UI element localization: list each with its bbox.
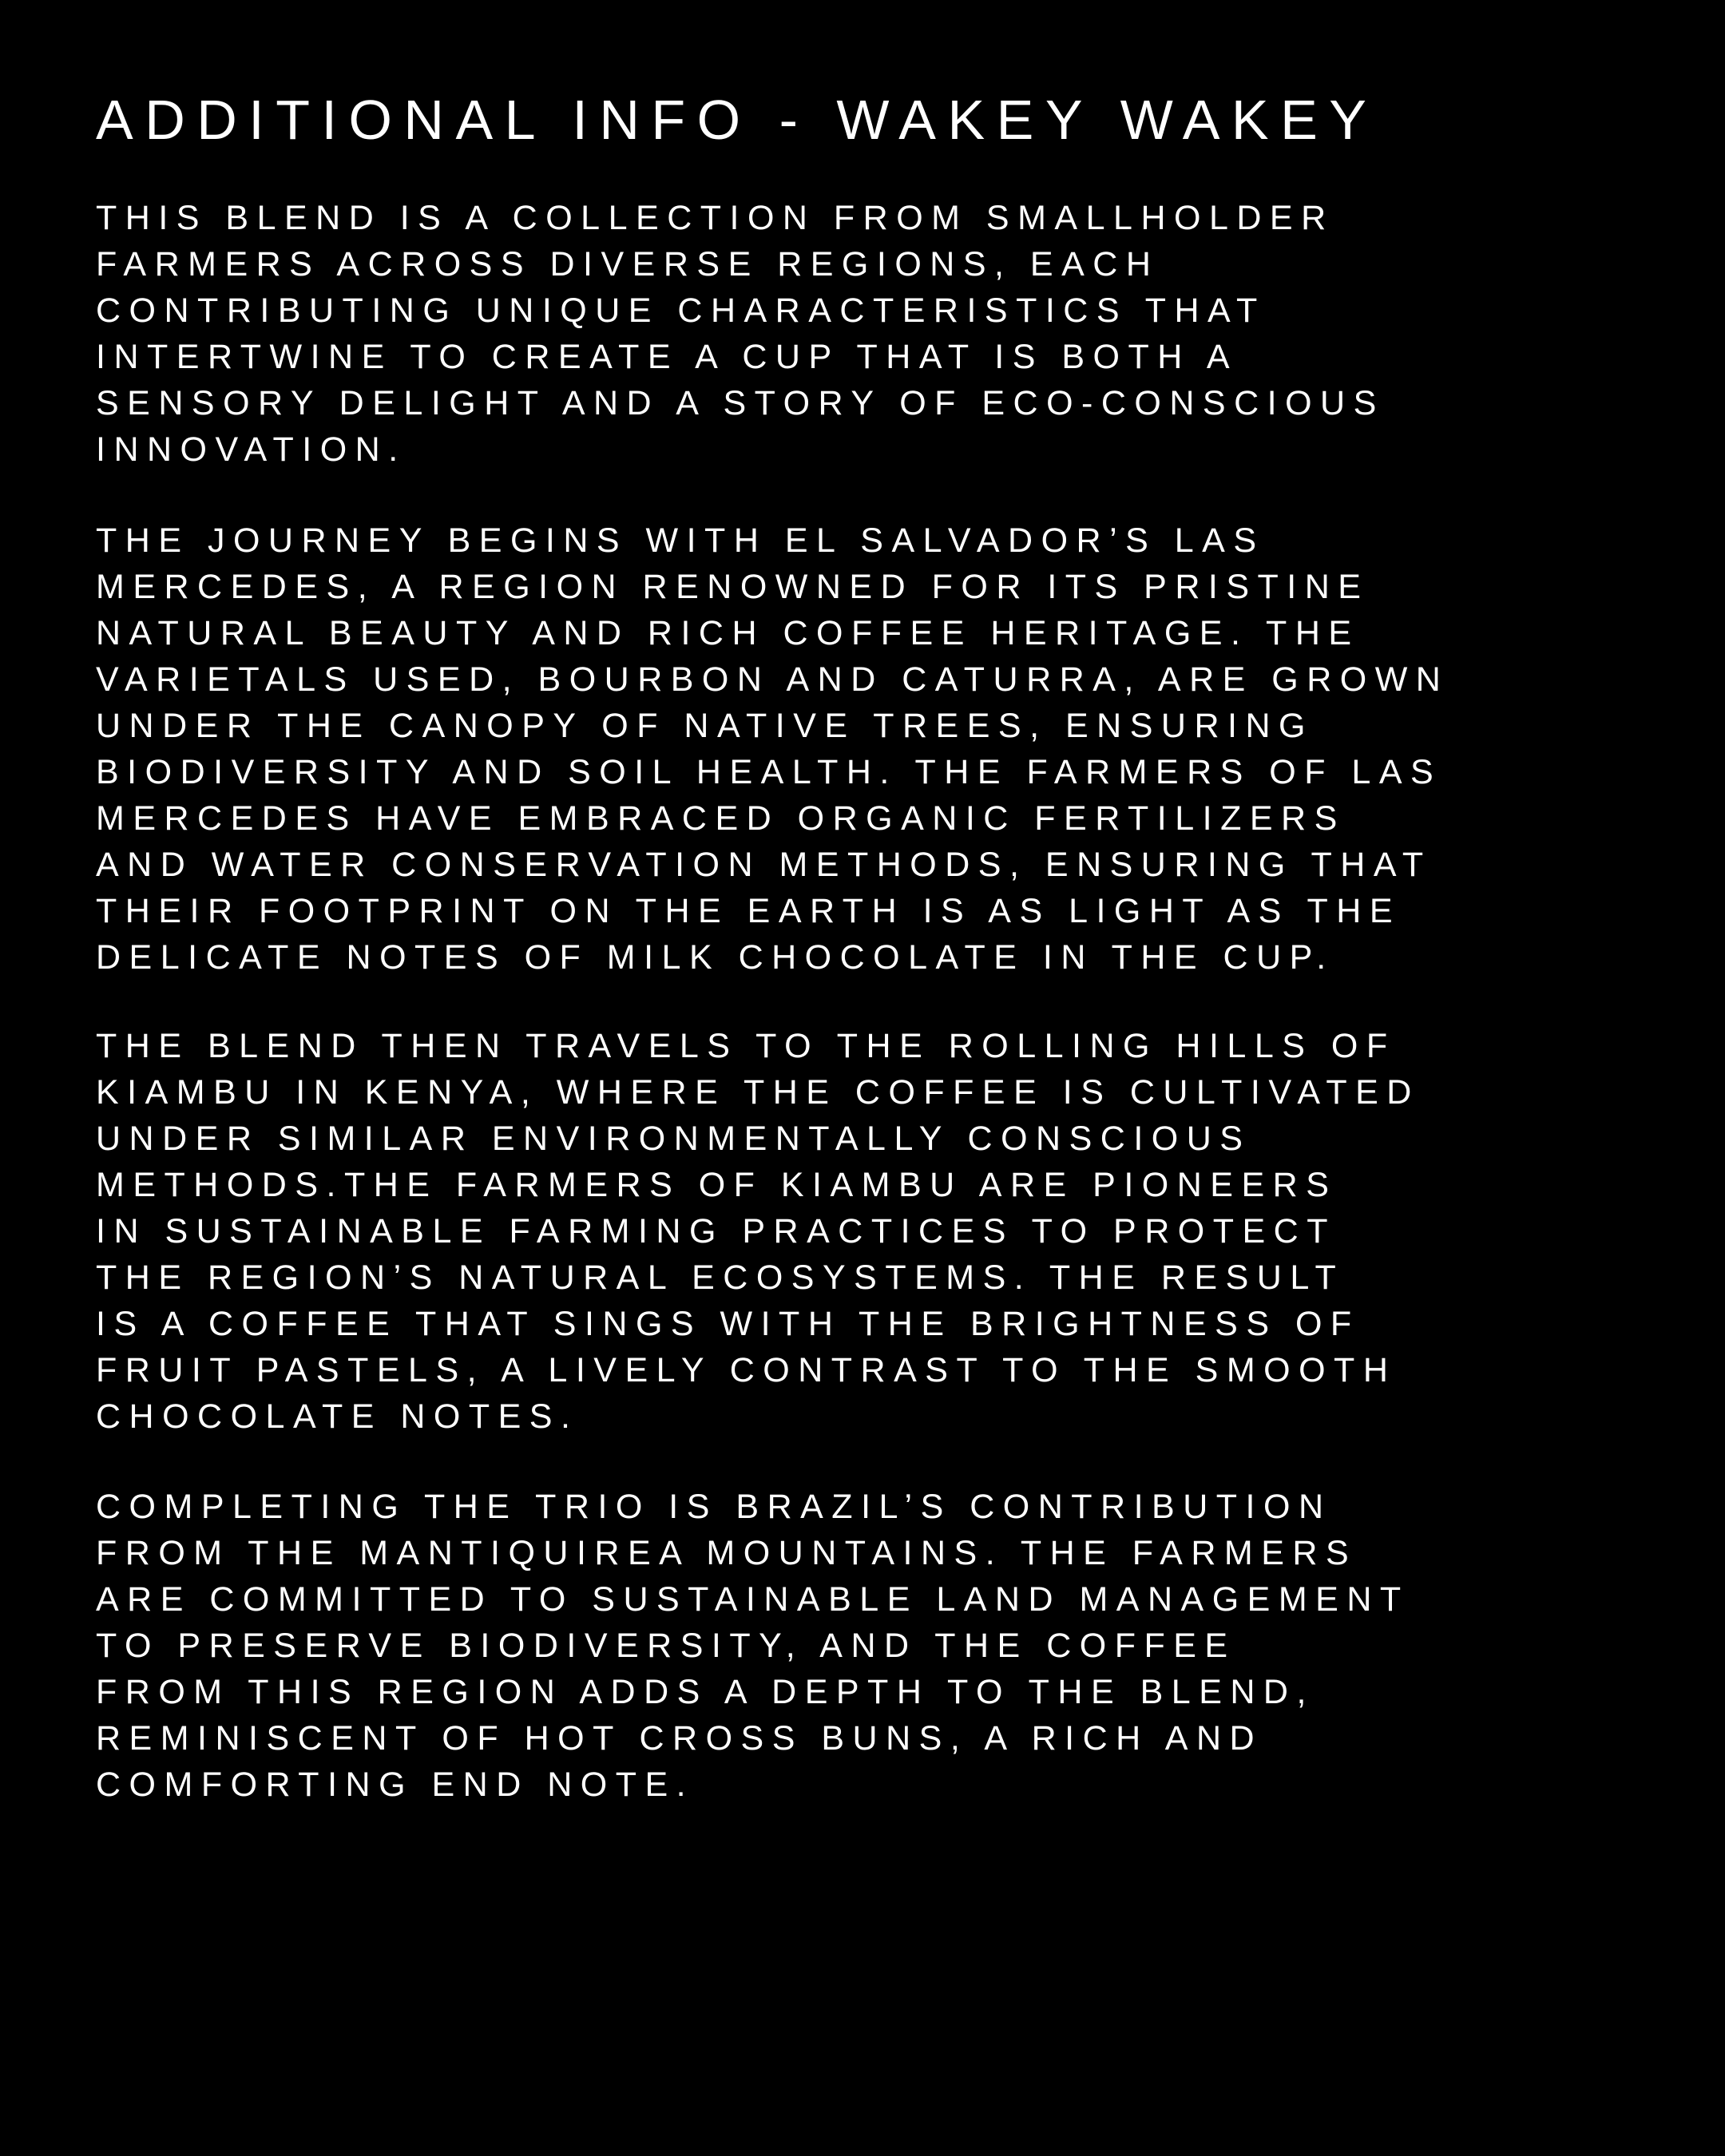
paragraph-brazil xyxy=(96,1484,1410,1808)
text-line: IN SUSTAINABLE FARMING PRACTICES TO PROTECT xyxy=(96,1212,1336,1250)
text-line: THEIR FOOTPRINT ON THE EARTH IS AS LIGHT AS THE xyxy=(96,892,1402,930)
paragraph-kenya xyxy=(96,1023,1420,1440)
text-line: ARE COMMITTED TO SUSTAINABLE LAND MANAGEMENT xyxy=(96,1580,1410,1619)
page-title: ADDITIONAL INFO - WAKEY WAKEY xyxy=(96,89,1378,151)
text-line: CHOCOLATE NOTES. xyxy=(96,1397,579,1436)
text-line: MERCEDES, A REGION RENOWNED FOR ITS PRISTINE xyxy=(96,568,1370,606)
text-line: THIS BLEND IS A COLLECTION FROM SMALLHOLDER xyxy=(96,199,1334,237)
text-line: THE JOURNEY BEGINS WITH EL SALVADOR’S LAS xyxy=(96,521,1265,560)
text-line: UNDER THE CANOPY OF NATIVE TREES, ENSURING xyxy=(96,707,1314,745)
text-line: METHODS.THE FARMERS OF KIAMBU ARE PIONEERS xyxy=(96,1166,1338,1204)
paragraph-el-salvador xyxy=(96,517,1449,981)
text-line: FARMERS ACROSS DIVERSE REGIONS, EACH xyxy=(96,245,1160,283)
text-line: COMPLETING THE TRIO IS BRAZIL’S CONTRIBUTION xyxy=(96,1488,1332,1526)
text-line: INNOVATION. xyxy=(96,430,406,469)
text-line: KIAMBU IN KENYA, WHERE THE COFFEE IS CULTIVATED xyxy=(96,1073,1420,1112)
paragraph-intro xyxy=(96,195,1385,473)
text-line: FROM THE MANTIQUIREA MOUNTAINS. THE FARMERS xyxy=(96,1534,1358,1572)
text-line: REMINISCENT OF HOT CROSS BUNS, A RICH AND xyxy=(96,1719,1263,1758)
text-line: FROM THIS REGION ADDS A DEPTH TO THE BLEND, xyxy=(96,1673,1315,1711)
text-line: BIODIVERSITY AND SOIL HEALTH. THE FARMERS OF LAS xyxy=(96,753,1442,791)
text-line: VARIETALS USED, BOURBON AND CATURRA, ARE GROWN xyxy=(96,660,1449,699)
text-line: THE REGION’S NATURAL ECOSYSTEMS. THE RESULT xyxy=(96,1258,1345,1297)
text-line: DELICATE NOTES OF MILK CHOCOLATE IN THE CUP. xyxy=(96,938,1334,977)
text-line: CONTRIBUTING UNIQUE CHARACTERISTICS THAT xyxy=(96,291,1266,330)
text-line: NATURAL BEAUTY AND RICH COFFEE HERITAGE. THE xyxy=(96,614,1360,652)
text-line: INTERTWINE TO CREATE A CUP THAT IS BOTH A xyxy=(96,338,1239,376)
text-line: FRUIT PASTELS, A LIVELY CONTRAST TO THE SMOOTH xyxy=(96,1351,1397,1389)
text-line: UNDER SIMILAR ENVIRONMENTALLY CONSCIOUS xyxy=(96,1120,1251,1158)
text-line: AND WATER CONSERVATION METHODS, ENSURING THAT xyxy=(96,846,1432,884)
text-line: THE BLEND THEN TRAVELS TO THE ROLLING HILLS OF xyxy=(96,1027,1396,1065)
text-line: IS A COFFEE THAT SINGS WITH THE BRIGHTNESS OF xyxy=(96,1305,1360,1343)
text-line: COMFORTING END NOTE. xyxy=(96,1766,695,1804)
text-line: SENSORY DELIGHT AND A STORY OF ECO-CONSCIOUS xyxy=(96,384,1385,422)
text-line: MERCEDES HAVE EMBRACED ORGANIC FERTILIZERS xyxy=(96,799,1346,838)
text-line: TO PRESERVE BIODIVERSITY, AND THE COFFEE xyxy=(96,1627,1236,1665)
